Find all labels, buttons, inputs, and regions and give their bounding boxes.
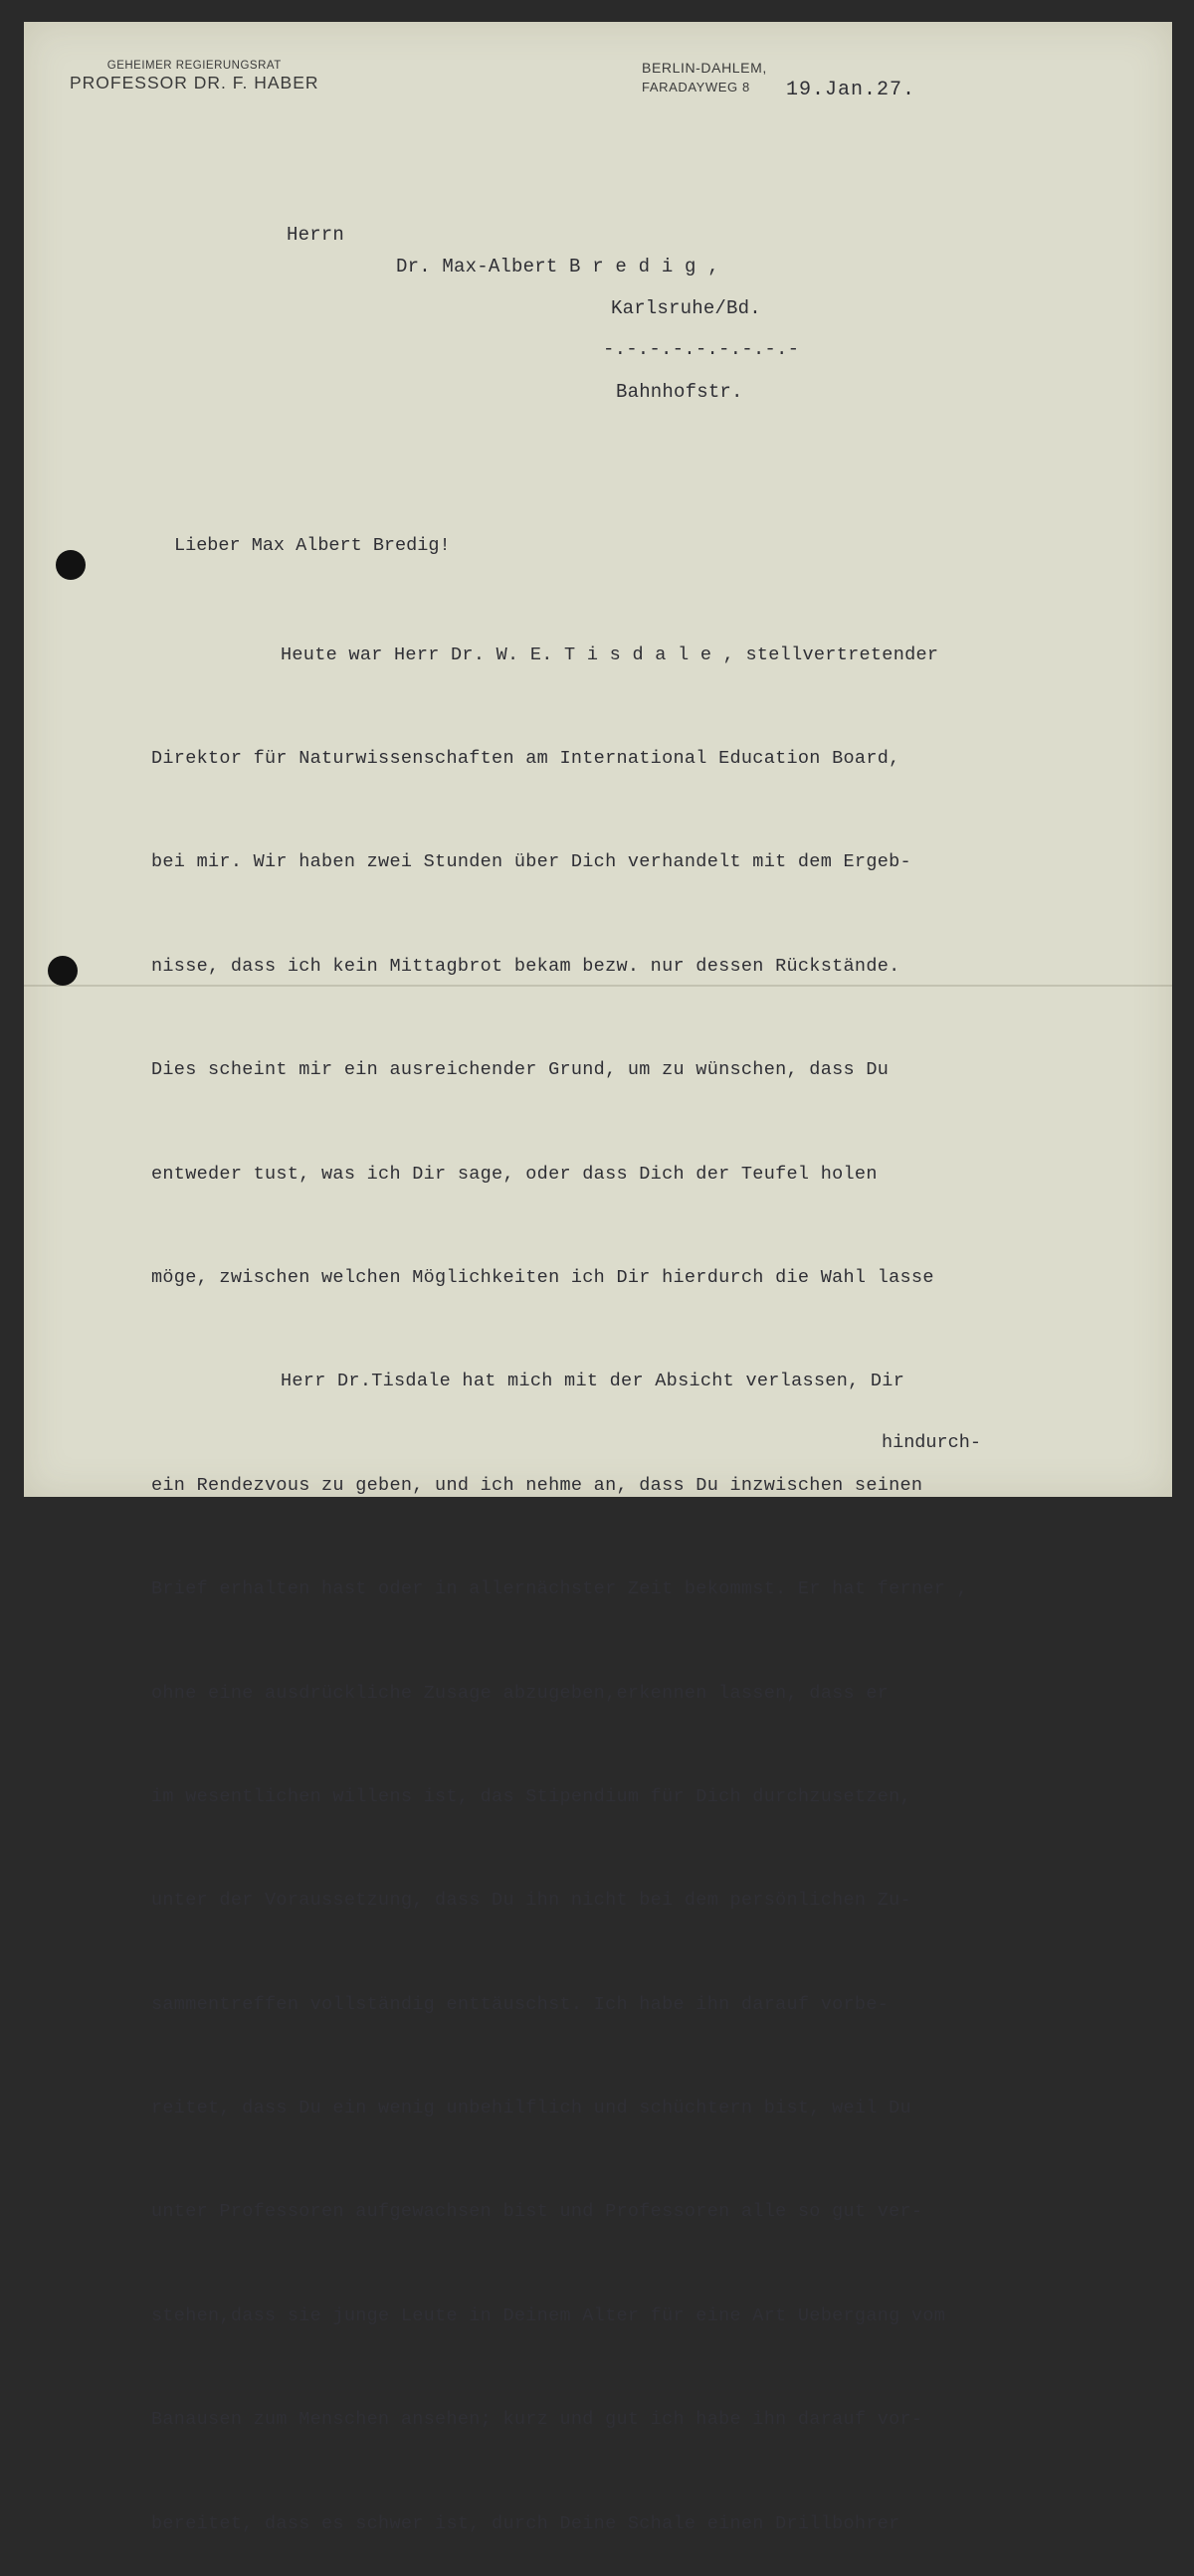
address-salutation: Herrn bbox=[287, 224, 345, 246]
body-line: Heute war Herr Dr. W. E. T i s d a l e , stellvertretender bbox=[281, 644, 939, 665]
body-line: stehen,dass sie junge Leute in Deinem Alter für eine Art Uebergang vom bbox=[151, 2304, 946, 2326]
body-line: unter Professoren aufgewachsen bist und Professoren alle so gut ver- bbox=[151, 2201, 923, 2223]
letterhead-sender bbox=[70, 60, 319, 93]
body-line: im wesentlichen willens ist, das Stipendium für Dich durchzusetzen, bbox=[151, 1785, 911, 1807]
body-line: ohne eine ausdrückliche Zusage abzugeben,erkennen lassen, dass er bbox=[151, 1682, 890, 1704]
body-line: unter der Voraussetzung, dass Du ihn nicht bei dem persönlichen Zu- bbox=[151, 1890, 911, 1912]
body-line: nisse, dass ich kein Mittagbrot bekam bezw. nur dessen Rückstände. bbox=[151, 955, 900, 977]
address-name: Dr. Max-Albert B r e d i g , bbox=[396, 256, 719, 277]
body-line: möge, zwischen welchen Möglichkeiten ich Dir hierdurch die Wahl lasse bbox=[151, 1266, 934, 1288]
letterhead-title-big: PROFESSOR DR. F. HABER bbox=[70, 73, 319, 92]
address-city: Karlsruhe/Bd. bbox=[611, 297, 761, 319]
address-street: Bahnhofstr. bbox=[616, 381, 743, 403]
body-line: bei mir. Wir haben zwei Stunden über Dich verhandelt mit dem Ergeb- bbox=[151, 851, 911, 873]
letterhead-city: BERLIN-DAHLEM, bbox=[642, 60, 767, 76]
letter-body bbox=[151, 569, 968, 2576]
body-line: Brief erhalten hast oder in allernächster Zeit bekommst. Er hat ferner , bbox=[151, 1578, 968, 1600]
continuation-word: hindurch- bbox=[882, 1432, 981, 1453]
letter-date: 19.Jan.27. bbox=[786, 79, 916, 101]
body-line: sammentreffen vollständig enttäuschst. Ich habe ihn darauf vorbe- bbox=[151, 1993, 890, 2015]
body-line: reitet, dass Du ein wenig unbehilflich und schüchtern bist, weil Du bbox=[151, 2098, 911, 2119]
body-line: Direktor für Naturwissenschaften am International Education Board, bbox=[151, 747, 900, 769]
body-line: Dies scheint mir ein ausreichender Grund, um zu wünschen, dass Du bbox=[151, 1059, 890, 1081]
greeting: Lieber Max Albert Bredig! bbox=[174, 535, 451, 556]
body-line: entweder tust, was ich Dir sage, oder dass Dich der Teufel holen bbox=[151, 1163, 878, 1185]
letterhead-address bbox=[642, 60, 767, 96]
address-divider: -.-.-.-.-.-.-.-.- bbox=[603, 338, 800, 360]
punch-hole-bottom bbox=[48, 956, 78, 986]
body-line: bereitet, dass es schwer ist, durch Deine Schale einen Drillbohrer bbox=[151, 2512, 900, 2534]
letterhead-street: FARADAYWEG 8 bbox=[642, 80, 750, 94]
body-line: ein Rendezvous zu geben, und ich nehme an, dass Du inzwischen seinen bbox=[151, 1474, 923, 1496]
letterhead-title-small: GEHEIMER REGIERUNGSRAT bbox=[106, 60, 282, 72]
punch-hole-top bbox=[56, 550, 86, 580]
body-line: Banausen zum Menschen ansehen; kurz und gut ich habe ihn darauf vor- bbox=[151, 2409, 923, 2431]
body-line: Herr Dr.Tisdale hat mich mit der Absicht verlassen, Dir bbox=[281, 1371, 905, 1392]
